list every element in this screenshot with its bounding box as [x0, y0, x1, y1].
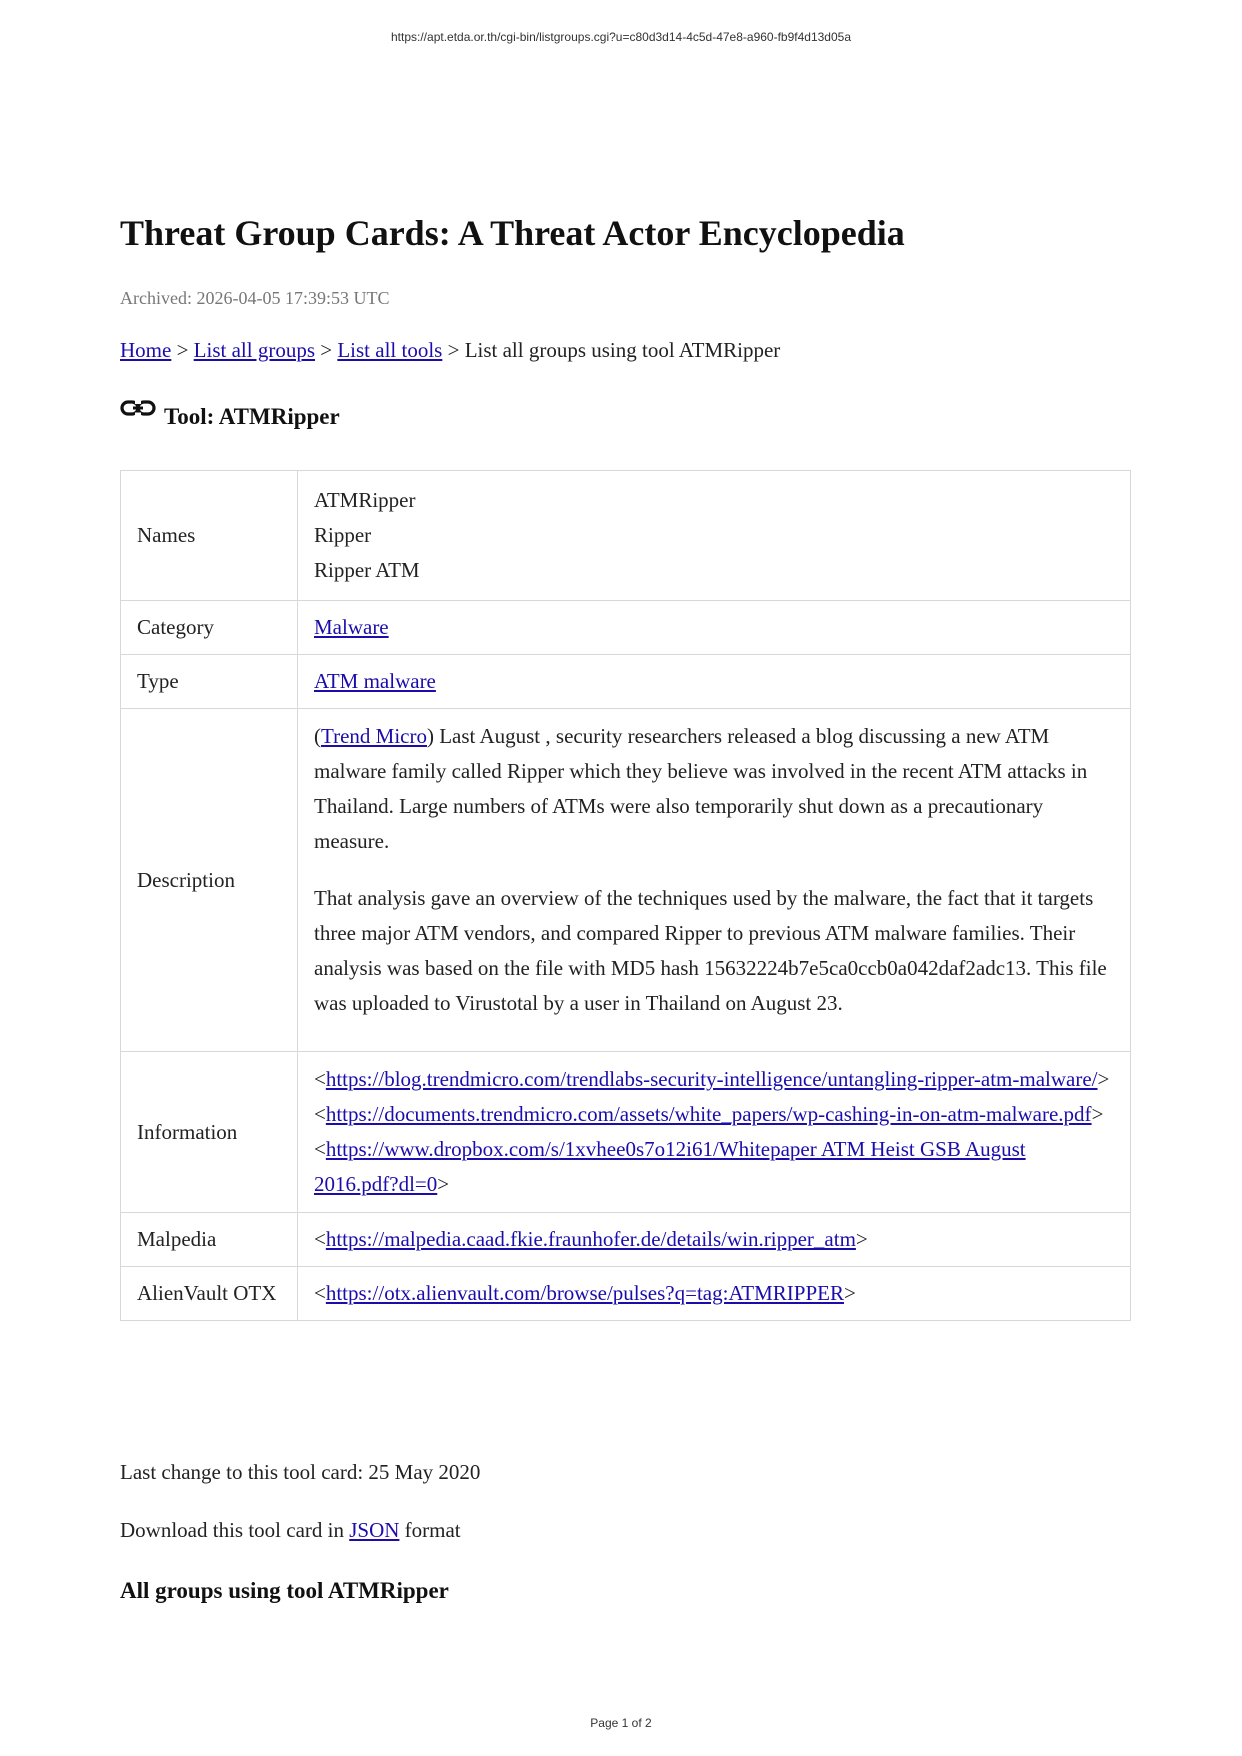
- breadcrumb-separator: >: [442, 338, 465, 362]
- type-link[interactable]: ATM malware: [314, 669, 436, 693]
- description-p1-text: ) Last August , security researchers released a blog discussing a new ATM malware family called Ripper which they believe was involved in the recent ATM attacks in Thailand. Large numbers of ATMs were also temporarily shut down as a precautionary measure.: [314, 724, 1088, 853]
- trend-micro-link[interactable]: Trend Micro: [321, 724, 427, 748]
- tool-heading-text: Tool: ATMRipper: [164, 404, 340, 429]
- link-icon: [120, 397, 156, 421]
- breadcrumb-list-tools-link[interactable]: List all tools: [337, 338, 443, 362]
- names-value: [298, 471, 1131, 601]
- print-header-url: https://apt.etda.or.th/cgi-bin/listgroups.cgi?u=c80d3d14-4c5d-47e8-a960-fb9f4d13d05a: [391, 30, 851, 44]
- page-title: Threat Group Cards: A Threat Actor Encyclopedia: [120, 213, 905, 253]
- information-link[interactable]: https://www.dropbox.com/s/1xvhee0s7o12i61/Whitepaper ATM Heist GSB August 2016.pdf?dl=0: [314, 1137, 1026, 1196]
- type-value: [298, 655, 1131, 709]
- otx-label: AlienVault OTX: [121, 1267, 298, 1321]
- information-row: [121, 1052, 1131, 1213]
- malpedia-link[interactable]: https://malpedia.caad.fkie.fraunhofer.de/details/win.ripper_atm: [325, 1227, 856, 1251]
- information-link[interactable]: https://documents.trendmicro.com/assets/white_papers/wp-cashing-in-on-atm-malware.pdf: [325, 1102, 1092, 1126]
- breadcrumb: [120, 338, 780, 363]
- category-link[interactable]: Malware: [314, 615, 389, 639]
- breadcrumb-current: List all groups using tool ATMRipper: [464, 338, 781, 362]
- angle-close: >: [1091, 1102, 1104, 1126]
- angle-close: >: [437, 1172, 450, 1196]
- print-footer-page-number: Page 1 of 2: [590, 1716, 652, 1730]
- information-item: [314, 1097, 1112, 1132]
- breadcrumb-home-link[interactable]: Home: [120, 338, 172, 362]
- type-row: [121, 655, 1131, 709]
- malpedia-label: Malpedia: [121, 1213, 298, 1267]
- otx-link[interactable]: https://otx.alienvault.com/browse/pulses?q=tag:ATMRIPPER: [325, 1281, 844, 1305]
- category-row: [121, 601, 1131, 655]
- information-item: [314, 1062, 1112, 1097]
- groups-heading: All groups using tool ATMRipper: [120, 1578, 449, 1603]
- information-link[interactable]: https://blog.trendmicro.com/trendlabs-security-intelligence/untangling-ripper-atm-malware/: [325, 1067, 1098, 1091]
- tool-heading: [120, 404, 340, 430]
- download-suffix: format: [399, 1518, 461, 1542]
- name-item: Ripper: [314, 523, 372, 547]
- angle-open: <: [314, 1281, 326, 1305]
- download-prefix: Download this tool card in: [120, 1518, 350, 1542]
- angle-open: <: [314, 1227, 326, 1251]
- breadcrumb-separator: >: [171, 338, 194, 362]
- description-value: [298, 709, 1131, 1052]
- name-item: ATMRipper: [314, 488, 416, 512]
- download-text: [120, 1518, 461, 1543]
- angle-close: >: [855, 1227, 868, 1251]
- description-row: [121, 709, 1131, 1052]
- names-row: [121, 471, 1131, 601]
- description-paragraph: [314, 719, 1112, 859]
- information-item: [314, 1132, 1112, 1202]
- malpedia-value: [298, 1213, 1131, 1267]
- name-item: Ripper ATM: [314, 558, 420, 582]
- type-label: Type: [121, 655, 298, 709]
- paren: (: [314, 724, 321, 748]
- names-label: Names: [121, 471, 298, 601]
- breadcrumb-separator: >: [315, 338, 338, 362]
- last-change-text: Last change to this tool card: 25 May 2020: [120, 1460, 481, 1484]
- angle-close: >: [1097, 1067, 1110, 1091]
- malpedia-row: [121, 1213, 1131, 1267]
- category-value: [298, 601, 1131, 655]
- breadcrumb-list-groups-link[interactable]: List all groups: [193, 338, 315, 362]
- description-paragraph: That analysis gave an overview of the techniques used by the malware, the fact that it targets three major ATM vendors, and compared Ripper to previous ATM malware families. Their analysis was based on the file with MD5 hash 15632224b7e5ca0ccb0a042daf2adc13. This file was uploaded to Virustotal by a user in Thailand on August 23.: [314, 886, 1107, 1015]
- angle-open: <: [314, 1137, 326, 1161]
- archived-timestamp: Archived: 2026-04-05 17:39:53 UTC: [120, 288, 390, 308]
- information-label: Information: [121, 1052, 298, 1213]
- angle-open: <: [314, 1102, 326, 1126]
- otx-value: [298, 1267, 1131, 1321]
- otx-row: [121, 1267, 1131, 1321]
- json-download-link[interactable]: JSON: [349, 1518, 400, 1542]
- tool-card-table: [120, 470, 1131, 1321]
- description-label: Description: [121, 709, 298, 1052]
- angle-open: <: [314, 1067, 326, 1091]
- information-value: [298, 1052, 1131, 1213]
- angle-close: >: [843, 1281, 856, 1305]
- category-label: Category: [121, 601, 298, 655]
